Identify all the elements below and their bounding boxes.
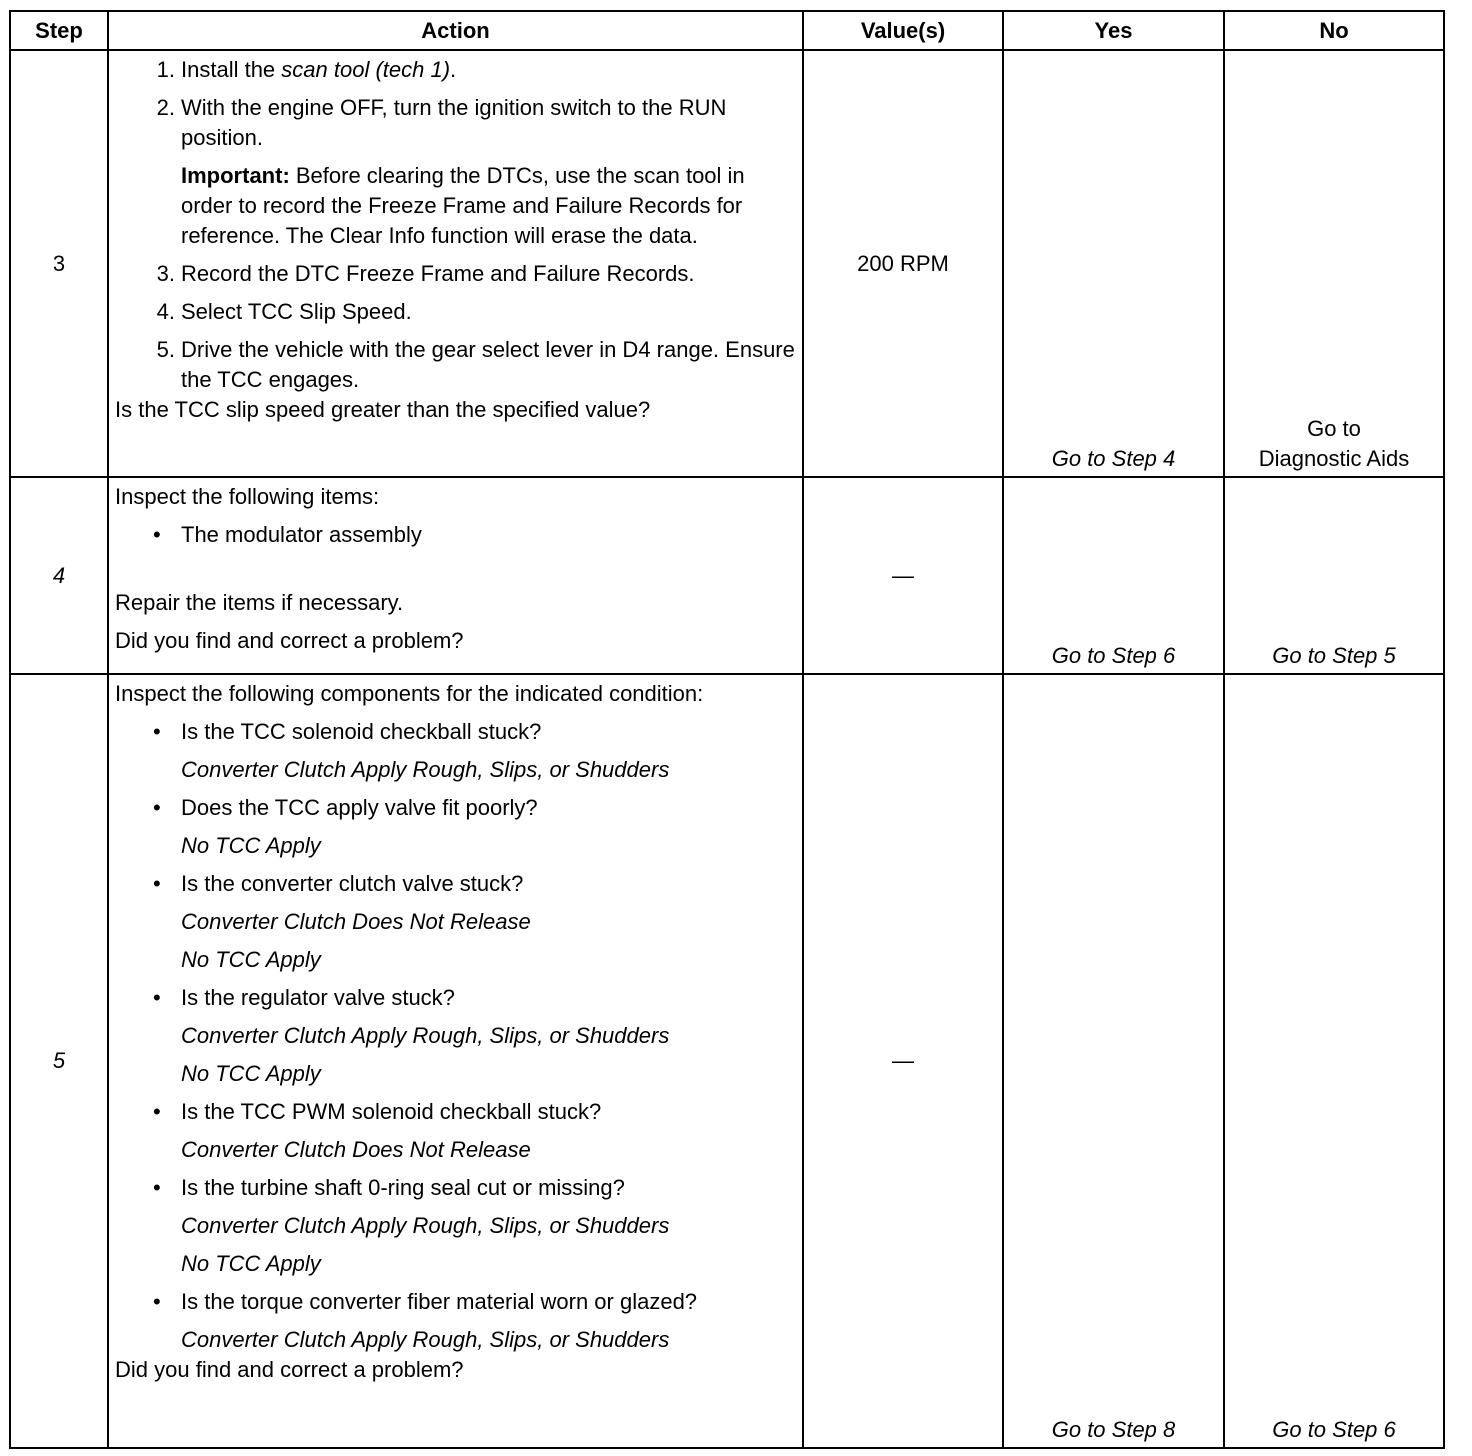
bullet-text: The modulator assembly xyxy=(181,522,422,547)
action-cell xyxy=(108,674,803,1448)
important-label: Important: xyxy=(181,163,290,188)
action-item xyxy=(115,259,796,289)
important-note xyxy=(115,161,796,251)
bullet-item xyxy=(115,520,796,550)
action-item xyxy=(115,55,796,85)
symptom-reference-link[interactable]: No TCC Apply xyxy=(181,833,321,858)
yes-link[interactable]: Go to Step 4 xyxy=(1051,446,1176,471)
bullet-icon: • xyxy=(153,522,161,547)
bullet-icon: • xyxy=(153,871,161,896)
action-cell xyxy=(108,477,803,674)
value-cell: — xyxy=(803,477,1003,674)
action-question: Did you find and correct a problem? xyxy=(115,628,464,653)
bullet-text: Is the regulator valve stuck? xyxy=(181,985,455,1010)
no-cell xyxy=(1224,50,1444,477)
bullet-icon: • xyxy=(153,1289,161,1314)
symptom-reference-link[interactable]: Converter Clutch Apply Rough, Slips, or Shudders xyxy=(181,757,670,782)
item-number: 5. xyxy=(156,337,175,362)
symptom-reference-link[interactable]: No TCC Apply xyxy=(181,947,321,972)
bullet-text: Is the turbine shaft 0-ring seal cut or missing? xyxy=(181,1175,625,1200)
header-no: No xyxy=(1224,11,1444,50)
no-cell xyxy=(1224,674,1444,1448)
no-link[interactable]: Go to Step 6 xyxy=(1272,1417,1396,1442)
action-text: Drive the vehicle with the gear select lever in D4 range. Ensure the TCC engages. xyxy=(181,337,795,392)
bullet-item xyxy=(115,1097,796,1127)
item-number: 4. xyxy=(156,299,175,324)
action-question: Did you find and correct a problem? xyxy=(115,1357,464,1382)
header-row xyxy=(10,11,1444,50)
repair-instruction: Repair the items if necessary. xyxy=(115,590,404,615)
bullet-item xyxy=(115,717,796,747)
symptom-reference-link[interactable]: Converter Clutch Apply Rough, Slips, or Shudders xyxy=(181,1023,670,1048)
bullet-text: Is the TCC PWM solenoid checkball stuck? xyxy=(181,1099,602,1124)
scan-tool-reference: scan tool (tech 1) xyxy=(281,57,451,82)
action-text: Select TCC Slip Speed. xyxy=(181,299,412,324)
yes-link[interactable]: Go to Step 8 xyxy=(1051,1417,1176,1442)
action-intro: Inspect the following components for the indicated condition: xyxy=(115,681,704,706)
symptom-reference-link[interactable]: No TCC Apply xyxy=(181,1251,321,1276)
table-row-step-5 xyxy=(10,674,1444,1448)
step-number: 3 xyxy=(10,50,108,477)
yes-cell xyxy=(1003,477,1224,674)
yes-cell xyxy=(1003,674,1224,1448)
symptom-reference-link[interactable]: Converter Clutch Apply Rough, Slips, or Shudders xyxy=(181,1327,670,1352)
step-number: 5 xyxy=(10,674,108,1448)
no-cell xyxy=(1224,477,1444,674)
action-text: Install the xyxy=(181,57,282,82)
action-text: . xyxy=(450,57,457,82)
bullet-text: Is the torque converter fiber material worn or glazed? xyxy=(181,1289,698,1314)
item-number: 2. xyxy=(156,95,175,120)
diagnostic-table xyxy=(9,10,1445,1449)
bullet-text: Does the TCC apply valve fit poorly? xyxy=(181,795,538,820)
symptom-reference-link[interactable]: Converter Clutch Apply Rough, Slips, or Shudders xyxy=(181,1213,670,1238)
header-action: Action xyxy=(108,11,803,50)
table-row-step-3 xyxy=(10,50,1444,477)
table-row-step-4 xyxy=(10,477,1444,674)
action-item xyxy=(115,297,796,327)
important-text: Before clearing the DTCs, use the scan tool in order to record the Freeze Frame and Failure Records for reference. The Clear Info function will erase the data. xyxy=(181,163,745,248)
item-number: 3. xyxy=(156,261,175,286)
bullet-icon: • xyxy=(153,719,161,744)
symptom-reference-link[interactable]: Converter Clutch Does Not Release xyxy=(181,909,531,934)
bullet-item xyxy=(115,1173,796,1203)
bullet-item xyxy=(115,983,796,1013)
value-cell: 200 RPM xyxy=(803,50,1003,477)
bullet-item xyxy=(115,793,796,823)
action-text: With the engine OFF, turn the ignition switch to the RUN position. xyxy=(181,95,727,150)
bullet-item xyxy=(115,869,796,899)
bullet-item xyxy=(115,1287,796,1317)
header-yes: Yes xyxy=(1003,11,1224,50)
action-item xyxy=(115,335,796,395)
yes-cell xyxy=(1003,50,1224,477)
header-values: Value(s) xyxy=(803,11,1003,50)
action-question: Is the TCC slip speed greater than the specified value? xyxy=(115,397,651,422)
action-text: Record the DTC Freeze Frame and Failure Records. xyxy=(181,261,695,286)
no-link-line2[interactable]: Diagnostic Aids xyxy=(1258,446,1410,471)
action-cell xyxy=(108,50,803,477)
yes-link[interactable]: Go to Step 6 xyxy=(1051,643,1176,668)
bullet-text: Is the converter clutch valve stuck? xyxy=(181,871,524,896)
bullet-icon: • xyxy=(153,1175,161,1200)
no-link[interactable]: Go to Step 5 xyxy=(1272,643,1396,668)
no-link-line1[interactable]: Go to xyxy=(1307,416,1361,441)
value-cell: — xyxy=(803,674,1003,1448)
item-number: 1. xyxy=(156,57,175,82)
action-intro: Inspect the following items: xyxy=(115,484,380,509)
bullet-icon: • xyxy=(153,795,161,820)
action-item xyxy=(115,93,796,153)
bullet-icon: • xyxy=(153,1099,161,1124)
bullet-icon: • xyxy=(153,985,161,1010)
bullet-list xyxy=(115,717,796,1355)
symptom-reference-link[interactable]: No TCC Apply xyxy=(181,1061,321,1086)
step-number: 4 xyxy=(10,477,108,674)
symptom-reference-link[interactable]: Converter Clutch Does Not Release xyxy=(181,1137,531,1162)
header-step: Step xyxy=(10,11,108,50)
bullet-text: Is the TCC solenoid checkball stuck? xyxy=(181,719,542,744)
